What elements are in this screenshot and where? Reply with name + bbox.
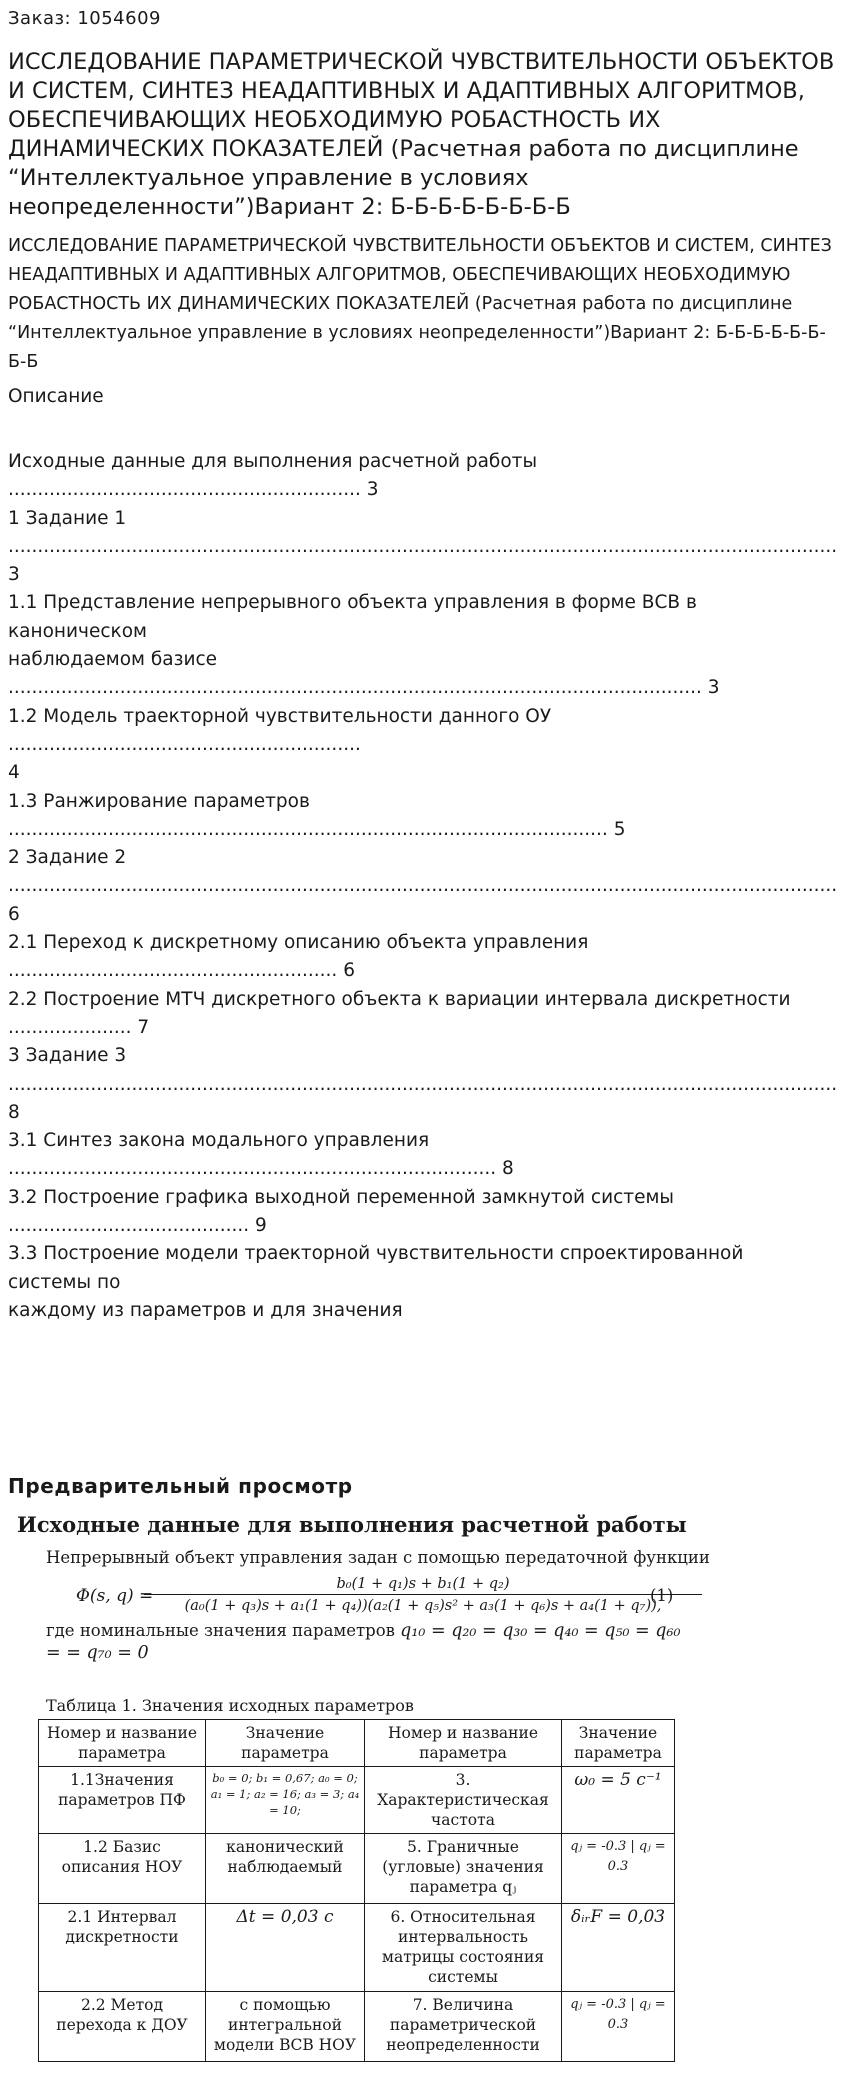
table-row <box>39 1904 675 1992</box>
nominal-math: q₁₀ = q₂₀ = q₃₀ = q₄₀ = q₅₀ = q₆₀ = = q₇₀ = 0 <box>46 1621 681 1663</box>
formula-numerator: b₀(1 + q₁)s + b₁(1 + q₂) <box>336 1576 510 1592</box>
document-preview <box>0 1508 847 2075</box>
toc-line: 1.2 Модель траекторной чувствительности данного ОУ <box>8 705 552 727</box>
table-cell-bounds: qⱼ = -0.3 | qⱼ = 0.3 <box>562 1834 675 1904</box>
table-cell: с помощью интегральной модели ВСВ НОУ <box>206 1992 365 2062</box>
toc-line: 3 <box>8 564 20 586</box>
toc-line: наблюдаемом базисе <box>8 649 218 671</box>
toc-line: ............................................................................................................................................. <box>8 875 838 897</box>
table-cell: 3. Характеристическая частота <box>365 1767 562 1834</box>
toc-line: Исходные данные для выполнения расчетной работы <box>8 451 538 472</box>
toc-line: ...................................................................................................................... 3 <box>8 677 720 699</box>
table-header-cell: Значение параметра <box>562 1720 675 1767</box>
toc-line: 3.2 Построение графика выходной переменной замкнутой системы <box>8 1186 675 1208</box>
table-cell: 5. Граничные (угловые) значения параметра qⱼ <box>365 1834 562 1904</box>
nominal-text: где номинальные значения параметров <box>46 1621 395 1640</box>
table-header-cell: Номер и название параметра <box>39 1720 206 1767</box>
table-row <box>39 1992 675 2062</box>
toc-line: системы по <box>8 1271 121 1293</box>
document-heading: Исходные данные для выполнения расчетной работы <box>17 1512 687 1537</box>
table-caption: Таблица 1. Значения исходных параметров <box>46 1696 414 1715</box>
toc-line: каждому из параметров и для значения <box>8 1299 403 1321</box>
formula-denominator: (a₀(1 + q₃)s + a₁(1 + q₄))(a₂(1 + q₅)s² + a₃(1 + q₆)s + a₄(1 + q₇)), <box>144 1594 702 1617</box>
table-cell: b₀ = 0; b₁ = 0,67; a₀ = 0; a₁ = 1; a₂ = 16; a₃ = 3; a₄ = 10; <box>206 1767 365 1834</box>
toc-line: ............................................................ <box>8 733 361 755</box>
table-header-cell: Значение параметра <box>206 1720 365 1767</box>
parameters-table <box>38 1719 675 2062</box>
formula-number: (1) <box>650 1586 674 1605</box>
toc-line: 6 <box>8 903 20 925</box>
toc-line: каноническом <box>8 620 147 642</box>
table-cell: δᵢᵣF = 0,03 <box>562 1904 675 1992</box>
nominal-values <box>46 1620 686 1664</box>
toc-line: 3 Задание 3 <box>8 1045 127 1067</box>
toc-line: 2.2 Построение МТЧ дискретного объекта к вариации интервала дискретности <box>8 988 791 1010</box>
table-cell: Δt = 0,03 с <box>206 1904 365 1992</box>
toc-line: ........................................................ 6 <box>8 960 355 982</box>
page-title: ИССЛЕДОВАНИЕ ПАРАМЕТРИЧЕСКОЙ ЧУВСТВИТЕЛЬНОСТИ ОБЪЕКТОВ И СИСТЕМ, СИНТЕЗ НЕАДАПТИВНЫХ И АДАПТИВНЫХ АЛГОРИТМОВ, ОБЕСПЕЧИВАЮЩИХ НЕОБХОДИМУЮ РОБАСТНОСТЬ ИХ ДИНАМИЧЕСКИХ ПОКАЗАТЕЛЕЙ (Расчетная работа по дисциплине “Интеллектуальное управление в условиях неопределенности”)Вариант 2: Б-Б-Б-Б-Б-Б-Б-Б <box>8 49 835 220</box>
toc-line: ................................................................................... 8 <box>8 1158 514 1180</box>
toc-line: ......................................... 9 <box>8 1215 267 1237</box>
toc-line: 3.1 Синтез закона модального управления <box>8 1130 430 1152</box>
table-header-row <box>39 1720 675 1767</box>
toc-line: 2 Задание 2 <box>8 847 127 869</box>
formula-fraction <box>144 1574 702 1617</box>
formula-lhs: Φ(s, q) = <box>76 1586 154 1606</box>
table-cell: 7. Величина параметрической неопределенности <box>365 1992 562 2062</box>
table-cell: 1.1Значения параметров ПФ <box>39 1767 206 1834</box>
table-cell: 2.2 Метод перехода к ДОУ <box>39 1992 206 2062</box>
toc-line: 3.3 Построение модели траекторной чувствительности спроектированной <box>8 1243 744 1265</box>
toc-line: ............................................................ 3 <box>8 479 379 501</box>
toc-line: 2.1 Переход к дискретному описанию объекта управления <box>8 932 589 954</box>
page-subtitle: ИССЛЕДОВАНИЕ ПАРАМЕТРИЧЕСКОЙ ЧУВСТВИТЕЛЬНОСТИ ОБЪЕКТОВ И СИСТЕМ, СИНТЕЗ НЕАДАПТИВНЫХ И АДАПТИВНЫХ АЛГОРИТМОВ, ОБЕСПЕЧИВАЮЩИХ НЕОБХОДИМУЮ РОБАСТНОСТЬ ИХ ДИНАМИЧЕСКИХ ПОКАЗАТЕЛЕЙ (Расчетная работа по дисциплине “Интеллектуальное управление в условиях неопределенности”)Вариант 2: Б-Б-Б-Б-Б-Б-Б-Б <box>8 236 832 372</box>
preview-heading: Предварительный просмотр <box>8 1474 353 1498</box>
table-row <box>39 1767 675 1834</box>
document-intro: Непрерывный объект управления задан с помощью передаточной функции <box>46 1548 710 1567</box>
toc-line: 1.1 Представление непрерывного объекта управления в форме ВСВ в <box>8 592 697 614</box>
table-cell-bounds: qⱼ = -0.3 | qⱼ = 0.3 <box>562 1992 675 2062</box>
table-cell: ω₀ = 5 с⁻¹ <box>562 1767 675 1834</box>
table-of-contents <box>8 448 843 1325</box>
toc-line: 4 <box>8 762 20 784</box>
toc-line: 1.3 Ранжирование параметров <box>8 790 310 812</box>
description-label: Описание <box>8 386 104 407</box>
table-cell: 1.2 Базис описания НОУ <box>39 1834 206 1904</box>
table-row <box>39 1834 675 1904</box>
toc-line: ...................................................................................................... 5 <box>8 818 626 840</box>
table-cell: 2.1 Интервал дискретности <box>39 1904 206 1992</box>
table-header-cell: Номер и название параметра <box>365 1720 562 1767</box>
toc-line: ............................................................................................................................................. <box>8 535 838 557</box>
toc-line: 1 Задание 1 <box>8 507 127 529</box>
order-label: Заказ: 1054609 <box>8 8 161 29</box>
table-cell: канонический наблюдаемый <box>206 1834 365 1904</box>
transfer-function-formula <box>76 1574 696 1620</box>
toc-line: ..................... 7 <box>8 1016 150 1038</box>
toc-line: ............................................................................................................................................. <box>8 1073 838 1095</box>
toc-line: 8 <box>8 1101 20 1123</box>
table-cell: 6. Относительная интервальность матрицы состояния системы <box>365 1904 562 1992</box>
